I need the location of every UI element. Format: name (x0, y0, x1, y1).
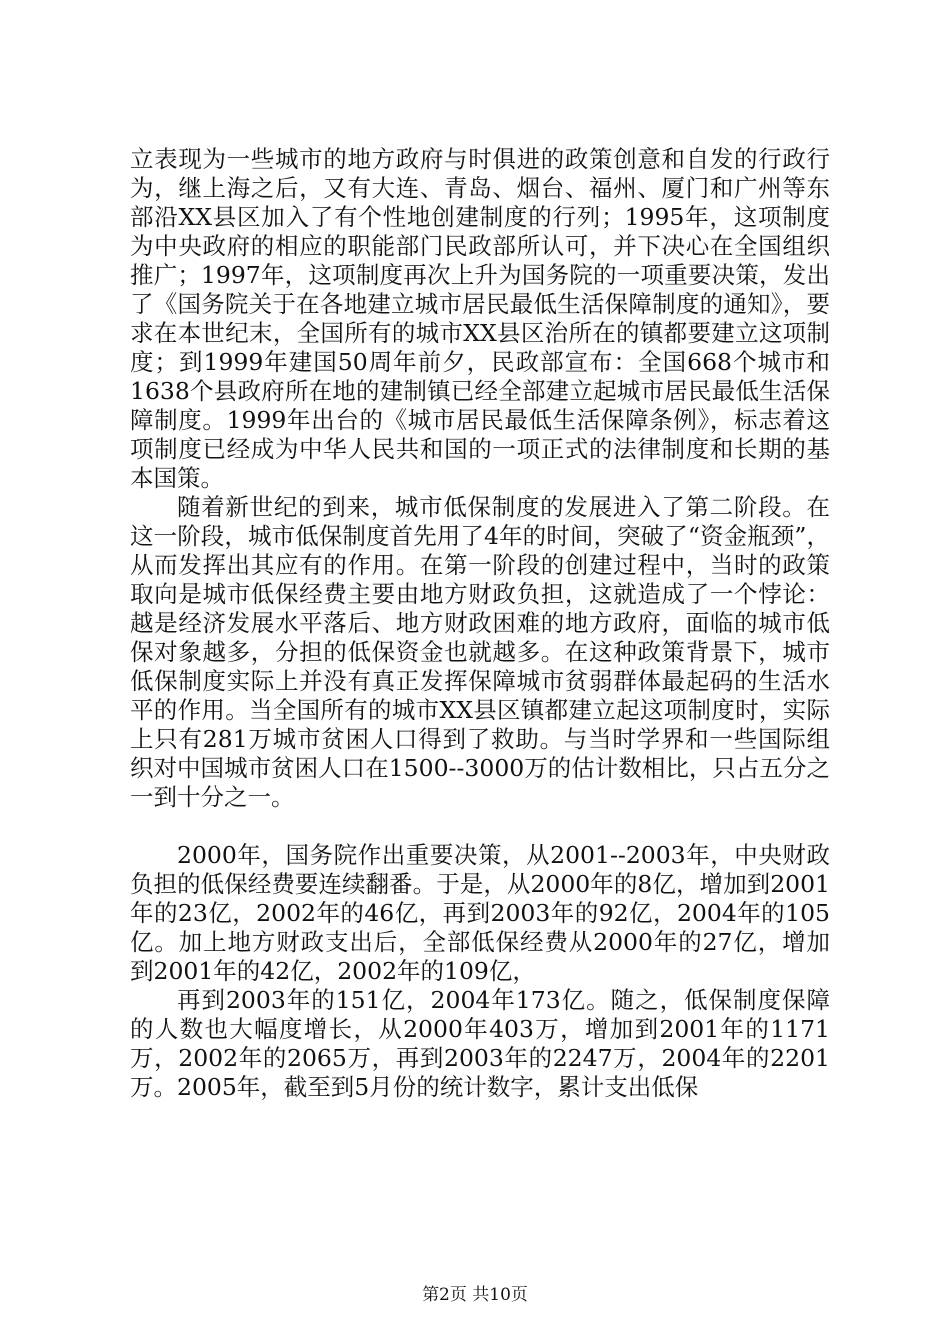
paragraph-1: 立表现为一些城市的地方政府与时俱进的政策创意和自发的行政行为，继上海之后，又有大连、青岛、烟台、福州、厦门和广州等东部沿XX县区加入了有个性地创建制度的行列；1995年，这项制度为中央政府的相应的职能部门民政部所认可，并下决心在全国组织推广；1997年，这项制度再次上升为国务院的一项重要决策，发出了《国务院关于在各地建立城市居民最低生活保障制度的通知》，要求在本世纪末，全国所有的城市XX县区治所在的镇都要建立这项制度；到1999年建国50周年前夕，民政部宣布：全国668个城市和1638个县政府所在地的建制镇已经全部建立起城市居民最低生活保障制度。1999年出台的《城市居民最低生活保障条例》，标志着这项制度已经成为中华人民共和国的一项正式的法律制度和长期的基本国策。 (130, 145, 830, 492)
body-text (130, 145, 830, 1102)
page-number-label: 第2页 共10页 (422, 1285, 528, 1305)
blank-line (130, 812, 830, 841)
paragraph-2: 随着新世纪的到来，城市低保制度的发展进入了第二阶段。在这一阶段，城市低保制度首先用了4年的时间，突破了“资金瓶颈”，从而发挥出其应有的作用。在第一阶段的创建过程中，当时的政策取向是城市低保经费主要由地方财政负担，这就造成了一个悖论：越是经济发展水平落后、地方财政困难的地方政府，面临的城市低保对象越多，分担的低保资金也就越多。在这种政策背景下，城市低保制度实际上并没有真正发挥保障城市贫弱群体最起码的生活水平的作用。当全国所有的城市XX县区镇都建立起这项制度时，实际上只有281万城市贫困人口得到了救助。与当时学界和一些国际组织对中国城市贫困人口在1500--3000万的估计数相比，只占五分之一到十分之一。 (130, 493, 830, 811)
page-footer (0, 1284, 950, 1306)
paragraph-4: 再到2003年的151亿，2004年173亿。随之，低保制度保障的人数也大幅度增长，从2000年403万，增加到2001年的1171万，2002年的2065万，再到2003年的2247万，2004年的2201万。2005年，截至到5月份的统计数字，累计支出低保 (130, 986, 830, 1101)
paragraph-3: 2000年，国务院作出重要决策，从2001--2003年，中央财政负担的低保经费要连续翻番。于是，从2000年的8亿，增加到2001年的23亿，2002年的46亿，再到2003年的92亿，2004年的105亿。加上地方财政支出后，全部低保经费从2000年的27亿，增加到2001年的42亿，2002年的109亿， (130, 841, 830, 985)
